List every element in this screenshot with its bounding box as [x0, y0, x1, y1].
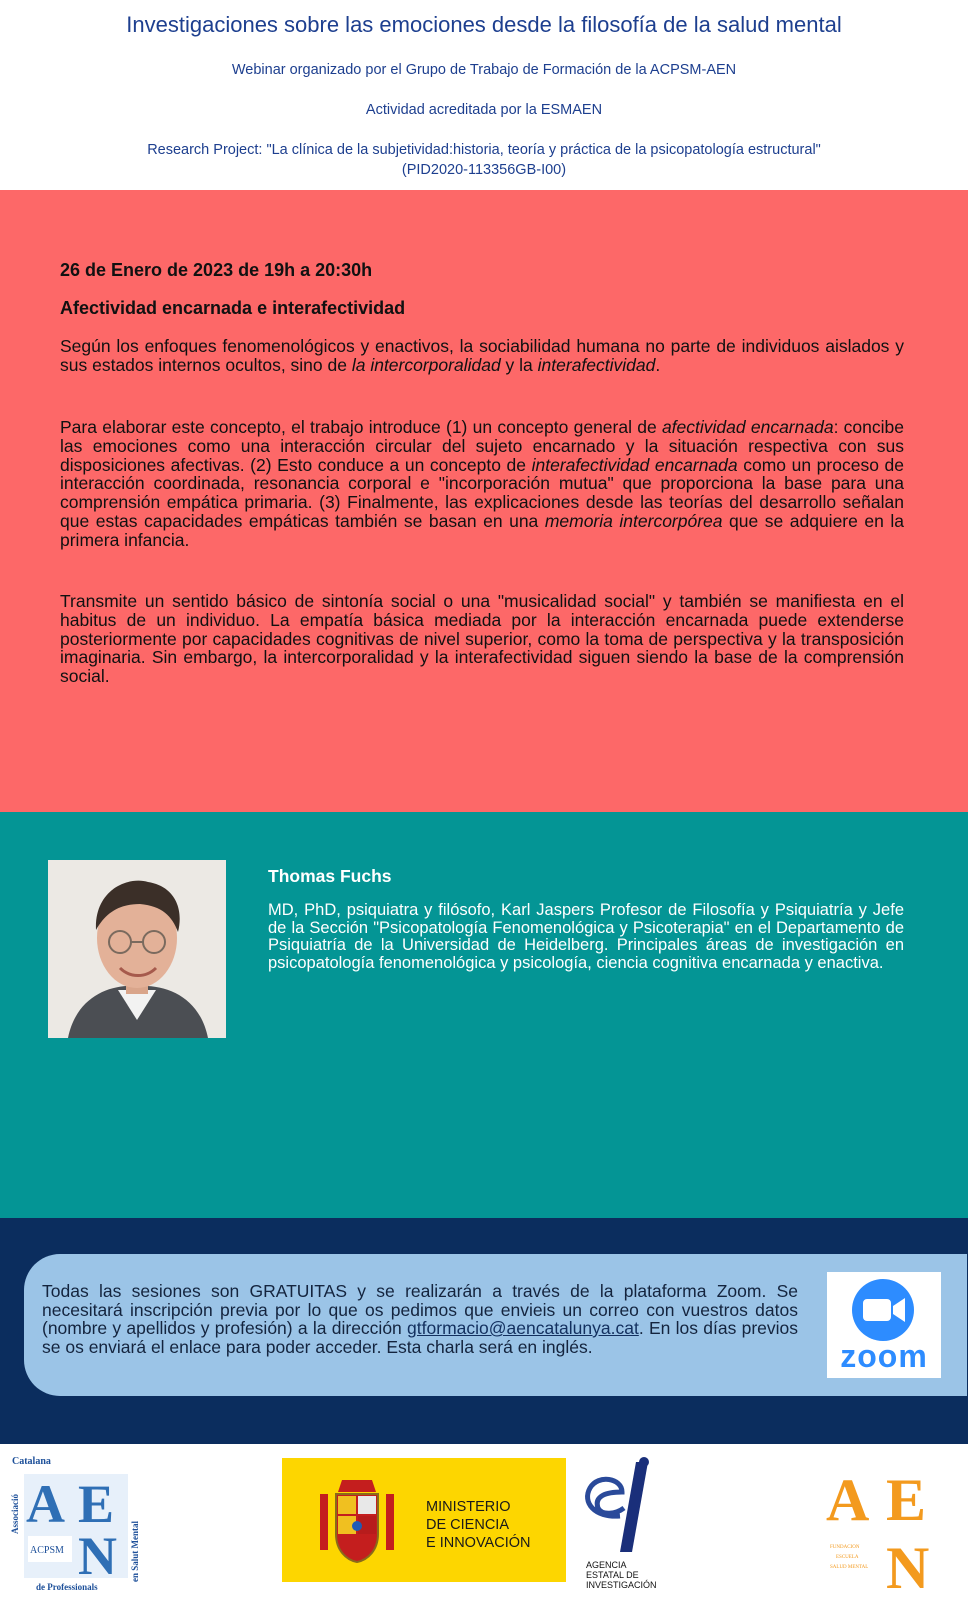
registration-info: Todas las sesiones son GRATUITAS y se realizarán a través de la plataforma Zoom. Se necesitará inscripción previa por lo que os pedimos que envieis un correo con vuestros datos (nombre y apellidos y profesión) a la dirección gtformacio@aencatalunya.cat. En los días previos se os enviará el enlace para poder acceder. Esta charla será en inglés. [42, 1281, 799, 1357]
speaker-panel [0, 812, 968, 1218]
webinar-line: Webinar organizado por el Grupo de Trabajo de Formación de la ACPSM-AEN [231, 62, 737, 78]
abstract-paragraph-2: Para elaborar este concepto, el trabajo introduce (1) un concepto general de afectividad encarnada: concibe las emociones como una interacción circular del sujeto encarnado y la situación respectiva con sus disposiciones afectivas. (2) Esto conduce a un concepto de interafectividad encarnada como un proceso de interacción coordinada, resonancia corporal e "incorporación mutua" que proporciona la base para una comprensión empática primaria. (3) Finalmente, las explicaciones desde las teorías del desarrollo señalan que estas capacidades empáticas también se basan en una memoria intercorpórea que se adquiere en la primera infancia. [60, 417, 905, 550]
zoom-camera-icon [843, 1276, 923, 1344]
page-title: Investigaciones sobre las emociones desde la filosofía de la salud mental [126, 12, 842, 37]
session-panel [0, 190, 968, 812]
zoom-wordmark: zoom [840, 1338, 928, 1374]
svg-text:N: N [886, 1535, 930, 1592]
session-date: 26 de Enero de 2023 de 19h a 20:30h [60, 260, 373, 280]
speaker-name: Thomas Fuchs [268, 866, 392, 886]
info-panel [0, 1218, 968, 1444]
svg-text:Catalana: Catalana [12, 1456, 51, 1467]
project-line: Research Project: "La clínica de la subjetividad:historia, teoría y práctica de la psicopatología estructural" [147, 142, 821, 158]
svg-text:Associació: Associació [10, 1494, 20, 1534]
aen-foundation-logo [826, 1464, 954, 1592]
footer-logos [0, 1444, 968, 1600]
ministry-name: MINISTERIO DE CIENCIA E INNOVACIÓN [426, 1499, 531, 1551]
ministry-logo [282, 1458, 566, 1582]
svg-text:A: A [826, 1467, 870, 1533]
aei-logo [576, 1456, 670, 1596]
speaker-bio: MD, PhD, psiquiatra y filósofo, Karl Jaspers Profesor de Filosofía y Psiquiatría y Jefe de la Sección "Psicopatología Fenomenológica y Psicoterapia" en el Departamento de Psiquiatría de la Universidad de Heidelberg. Principales áreas de investigación en psicopatología fenomenológica y psicología, ciencia cognitiva encarnada y enactiva. [268, 901, 904, 972]
svg-text:en Salut Mental: en Salut Mental [130, 1520, 140, 1582]
acpsm-aen-logo [6, 1452, 146, 1592]
session-topic: Afectividad encarnada e interafectividad [60, 298, 406, 318]
info-box [24, 1254, 967, 1396]
svg-text:E: E [78, 1474, 115, 1534]
spanish-coat-of-arms-icon [310, 1474, 404, 1570]
aei-emblem-icon [576, 1456, 670, 1560]
svg-text:A: A [26, 1474, 65, 1534]
abstract-paragraph-1: Según los enfoques fenomenológicos y enactivos, la sociabilidad humana no parte de individuos aislados y sus estados internos ocultos, sino de la intercorporalidad y la interafectividad. [60, 336, 904, 375]
svg-text:ESCUELA: ESCUELA [836, 1555, 859, 1560]
svg-text:N: N [78, 1526, 117, 1586]
zoom-logo [827, 1272, 941, 1378]
speaker-photo [48, 860, 226, 1038]
svg-text:SALUD MENTAL: SALUD MENTAL [830, 1565, 869, 1570]
header [0, 0, 968, 190]
svg-text:E: E [886, 1467, 927, 1533]
abstract-paragraph-3: Transmite un sentido básico de sintonía social o una "musicalidad social" y también se manifiesta en el habitus de un individuo. La empatía básica mediada por la interacción encarnada puede extenderse posteriormente por capacidades cognitivas de nivel superior, como la toma de perspectiva y la transposición imaginaria. Sin embargo, la intercorporalidad y la interafectividad siguen siendo la base de la comprensión social. [60, 591, 904, 687]
svg-text:de Professionals: de Professionals [36, 1582, 98, 1592]
aei-name: AGENCIA ESTATAL DE INVESTIGACIÓN [586, 1560, 657, 1590]
accreditation-line: Actividad acreditada por la ESMAEN [365, 102, 603, 118]
project-code: (PID2020-113356GB-I00) [401, 162, 567, 178]
contact-email-link[interactable]: gtformacio@aencatalunya.cat [407, 1318, 639, 1338]
svg-text:FUNDACION: FUNDACION [830, 1545, 860, 1550]
svg-text:ACPSM: ACPSM [30, 1545, 64, 1556]
